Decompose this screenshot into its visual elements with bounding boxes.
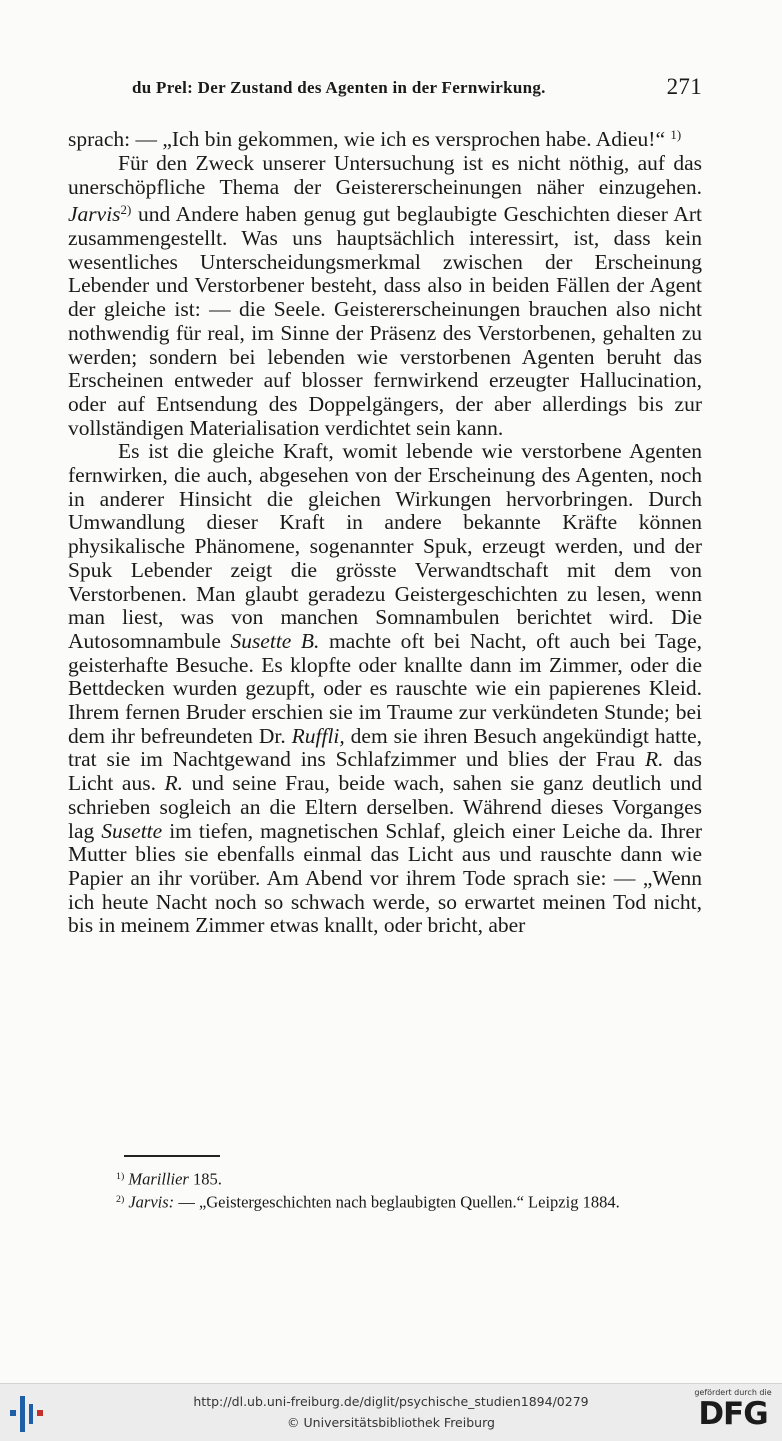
footnote-2-text: — „Geistergeschichten nach beglaubigten Quellen.“ Leipzig 1884. bbox=[178, 1192, 620, 1212]
body-text bbox=[68, 124, 702, 938]
paragraph-1 bbox=[68, 124, 702, 152]
paragraph-2 bbox=[68, 152, 702, 441]
name-ruffli: Ruffli, bbox=[291, 723, 345, 748]
paragraph-3-text-d: das Licht aus. bbox=[68, 747, 703, 796]
paragraph-2-text-a: Für den Zweck unserer Untersuchung ist es nicht nöthig, auf das unerschöpfliche Thema der Geistererscheinungen näher einzugehen. bbox=[68, 150, 702, 199]
footnotes bbox=[68, 1166, 702, 1213]
footnote-1-text: 185. bbox=[192, 1169, 222, 1189]
footnote-divider bbox=[124, 1155, 220, 1157]
footnote-2-author: Jarvis: bbox=[128, 1192, 175, 1212]
footnote-2-mark: 2) bbox=[116, 1194, 125, 1206]
footnote-ref-1: 1) bbox=[670, 128, 682, 142]
name-susette: Susette bbox=[101, 818, 163, 843]
funded-by-label: gefördert durch die bbox=[694, 1388, 772, 1397]
paragraph-3-text-c: dem sie ihren Besuch angekündigt hatte, trat sie im Nachtgewand ins Schlafzimmer und blies der Frau bbox=[68, 723, 702, 772]
name-r-2: R. bbox=[164, 771, 184, 796]
footnote-1 bbox=[68, 1166, 702, 1189]
footnote-2 bbox=[68, 1189, 702, 1212]
paragraph-3-text-f: im tiefen, magnetischen Schlaf, gleich einer Leiche da. Ihrer Mutter blies sie ebenfalls einmal das Licht aus und rauschte dann wie Papier an ihr vorüber. Am Abend vor ihrem Tode sprach sie: — „Wenn ich heute Nacht noch so schwach werde, so erwartet meinen Tod nicht, bis in meinem Zimmer etwas knallt, oder bricht, aber bbox=[68, 818, 703, 938]
running-title: du Prel: Der Zustand des Agenten in der Fernwirkung. bbox=[132, 78, 546, 97]
paragraph-2-text-b: und Andere haben genug gut beglaubigte Geschichten dieser Art zusammengestellt. Was uns hauptsächlich interessirt, ist, dass kein wesentliches Unterscheidungsmerkmal zwischen der Erscheinung Lebender und Verstorbener besteht, dass also in beiden Fällen der Agent der gleiche ist: — die Seele. Geistererscheinungen brauchen also nicht nothwendig für real, im Sinne der Präsenz des Verstorbenen, gehalten zu werden; sondern bei lebenden wie verstorbenen Agenten beruht das Erscheinen entweder auf blosser fernwirkend erzeugter Hallucination, oder auf Entsendung des Doppelgängers, der aber allerdings bis zur vollständigen Materialisation verdichtet sein kann. bbox=[68, 202, 703, 440]
paragraph-3 bbox=[68, 440, 702, 938]
permalink-url[interactable]: http://dl.ub.uni-freiburg.de/diglit/psychische_studien1894/0279 bbox=[193, 1394, 589, 1409]
paragraph-3-text-e: und seine Frau, beide wach, sahen sie ganz deutlich und schrieben sogleich an die Eltern derselben. Während dieses Vorganges lag bbox=[68, 771, 703, 843]
name-jarvis: Jarvis bbox=[68, 202, 121, 227]
paragraph-1-text: sprach: — „Ich bin gekommen, wie ich es versprochen habe. Adieu!“ bbox=[68, 127, 666, 152]
name-r-1: R. bbox=[645, 747, 664, 772]
viewer-footer bbox=[0, 1383, 782, 1441]
paragraph-3-text-a: Es ist die gleiche Kraft, womit lebende wie verstorbene Agenten fernwirken, die auch, abgesehen von der Erscheinung des Agenten, noch in anderer Hinsicht die gleichen Wirkungen hervorbringen. Durch Umwandlung dieser Kraft in andere bekannte Kräfte können physikalische Phänomene, sogenannter Spuk, erzeugt werden, und der Spuk Lebender zeigt die grösste Verwandtschaft mit dem von Verstorbenen. Man glaubt geradezu Geistergeschichten zu lesen, wenn man liest, was von manchen Somnambulen berichtet wird. Die Autosomnambule bbox=[68, 439, 702, 653]
paragraph-3-text-b: machte oft bei Nacht, oft auch bei Tage, geisterhafte Besuche. Es klopfte oder knallte dann im Zimmer, oder die Bettdecken wurden gezupft, oder es rauschte wie ein papierenes Kleid. Ihrem fernen Bruder erschien sie im Traume zur verkündeten Stunde; bei dem ihr befreundeten Dr. bbox=[68, 628, 702, 748]
copyright-notice: © Universitätsbibliothek Freiburg bbox=[287, 1415, 495, 1430]
footnote-ref-2: 2) bbox=[120, 203, 132, 218]
dfg-logo: DFG bbox=[698, 1396, 768, 1432]
name-susette-b: Susette B. bbox=[230, 628, 320, 653]
footnote-1-author: Marillier bbox=[128, 1169, 189, 1189]
dfg-badge bbox=[690, 1388, 776, 1431]
page-number: 271 bbox=[666, 74, 702, 99]
footnote-1-mark: 1) bbox=[116, 1171, 125, 1182]
